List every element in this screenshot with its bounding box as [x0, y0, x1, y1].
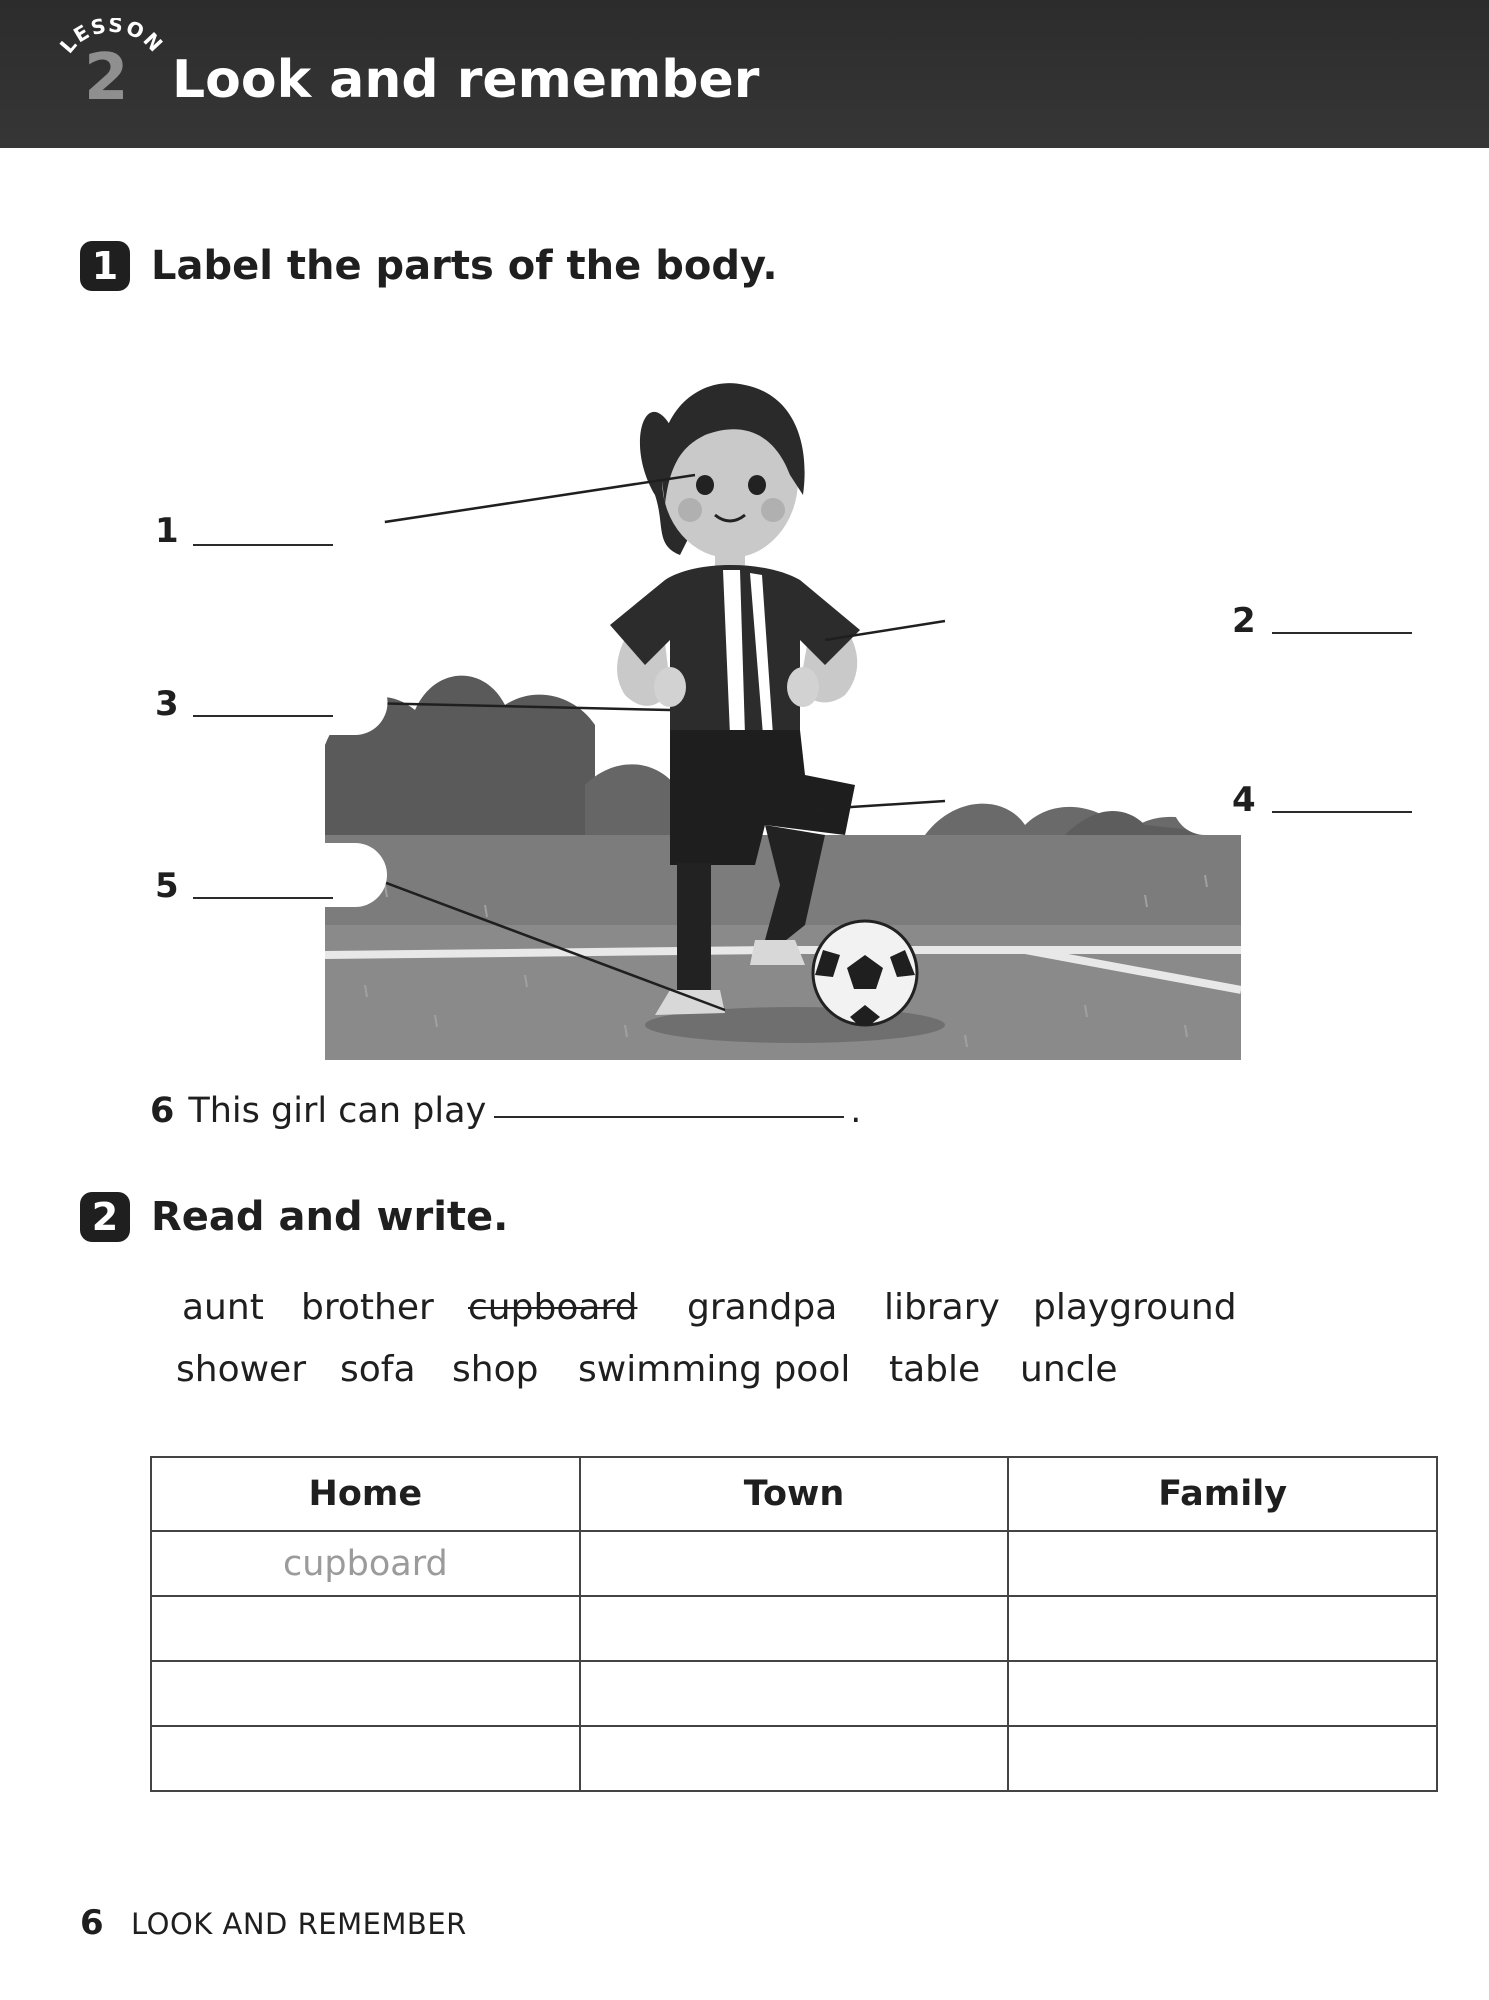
table-row — [151, 1596, 1437, 1661]
word-sofa: sofa — [340, 1349, 416, 1390]
table-row — [151, 1531, 1437, 1596]
exercise-1-badge: 1 — [80, 241, 130, 291]
label-1-number: 1 — [155, 511, 179, 551]
label-4-answer-line[interactable] — [1272, 811, 1412, 813]
word-library: library — [884, 1287, 1000, 1328]
label-5-number: 5 — [155, 866, 179, 906]
table-row — [151, 1661, 1437, 1726]
page-title: Look and remember — [172, 50, 760, 110]
answer-cell[interactable] — [151, 1726, 580, 1791]
football-girl-illustration — [325, 365, 1241, 1060]
label-2-number: 2 — [1232, 601, 1256, 641]
word-brother: brother — [301, 1287, 434, 1328]
word-shower: shower — [176, 1349, 306, 1390]
example-answer-cell: cupboard — [151, 1531, 580, 1596]
answer-cell[interactable] — [151, 1596, 580, 1661]
sentence-6 — [150, 1090, 861, 1132]
label-2-answer-line[interactable] — [1272, 632, 1412, 634]
page-number: 6 — [80, 1903, 104, 1943]
sentence-6-end: . — [850, 1091, 862, 1131]
exercise-2-badge: 2 — [80, 1192, 130, 1242]
label-1-answer-line[interactable] — [193, 544, 333, 546]
label-5-answer-line[interactable] — [193, 897, 333, 899]
answer-cell[interactable] — [580, 1596, 1009, 1661]
column-header-family: Family — [1008, 1457, 1437, 1531]
word-uncle: uncle — [1020, 1349, 1118, 1390]
column-header-town: Town — [580, 1457, 1009, 1531]
footer-unit-title: LOOK AND REMEMBER — [131, 1907, 467, 1941]
word-swimming-pool: swimming pool — [578, 1349, 851, 1390]
answer-cell[interactable] — [580, 1531, 1009, 1596]
word-cupboard-crossed-out: cupboard — [468, 1287, 638, 1328]
word-playground: playground — [1033, 1287, 1237, 1328]
word-shop: shop — [452, 1349, 539, 1390]
word-aunt: aunt — [182, 1287, 264, 1328]
lesson-number: 2 — [84, 41, 129, 115]
lesson-word: LESSON — [54, 18, 169, 58]
answer-cell[interactable] — [1008, 1531, 1437, 1596]
answer-cell[interactable] — [580, 1726, 1009, 1791]
table-row — [151, 1726, 1437, 1791]
exercise-2-instruction: Read and write. — [151, 1194, 509, 1240]
label-3-number: 3 — [155, 684, 179, 724]
answer-cell[interactable] — [1008, 1661, 1437, 1726]
column-header-home: Home — [151, 1457, 580, 1531]
label-3-answer-line[interactable] — [193, 715, 333, 717]
answer-cell[interactable] — [580, 1661, 1009, 1726]
exercise-1-instruction: Label the parts of the body. — [151, 243, 778, 289]
answer-cell[interactable] — [1008, 1596, 1437, 1661]
sentence-6-text: This girl can play — [188, 1091, 487, 1131]
sentence-6-answer-line[interactable] — [494, 1116, 844, 1118]
answer-cell[interactable] — [151, 1661, 580, 1726]
label-4-number: 4 — [1232, 780, 1256, 820]
word-grandpa: grandpa — [687, 1287, 838, 1328]
table-header-row — [151, 1457, 1437, 1531]
category-table — [150, 1456, 1438, 1792]
sentence-6-number: 6 — [150, 1091, 175, 1131]
answer-cell[interactable] — [1008, 1726, 1437, 1791]
word-table: table — [889, 1349, 981, 1390]
